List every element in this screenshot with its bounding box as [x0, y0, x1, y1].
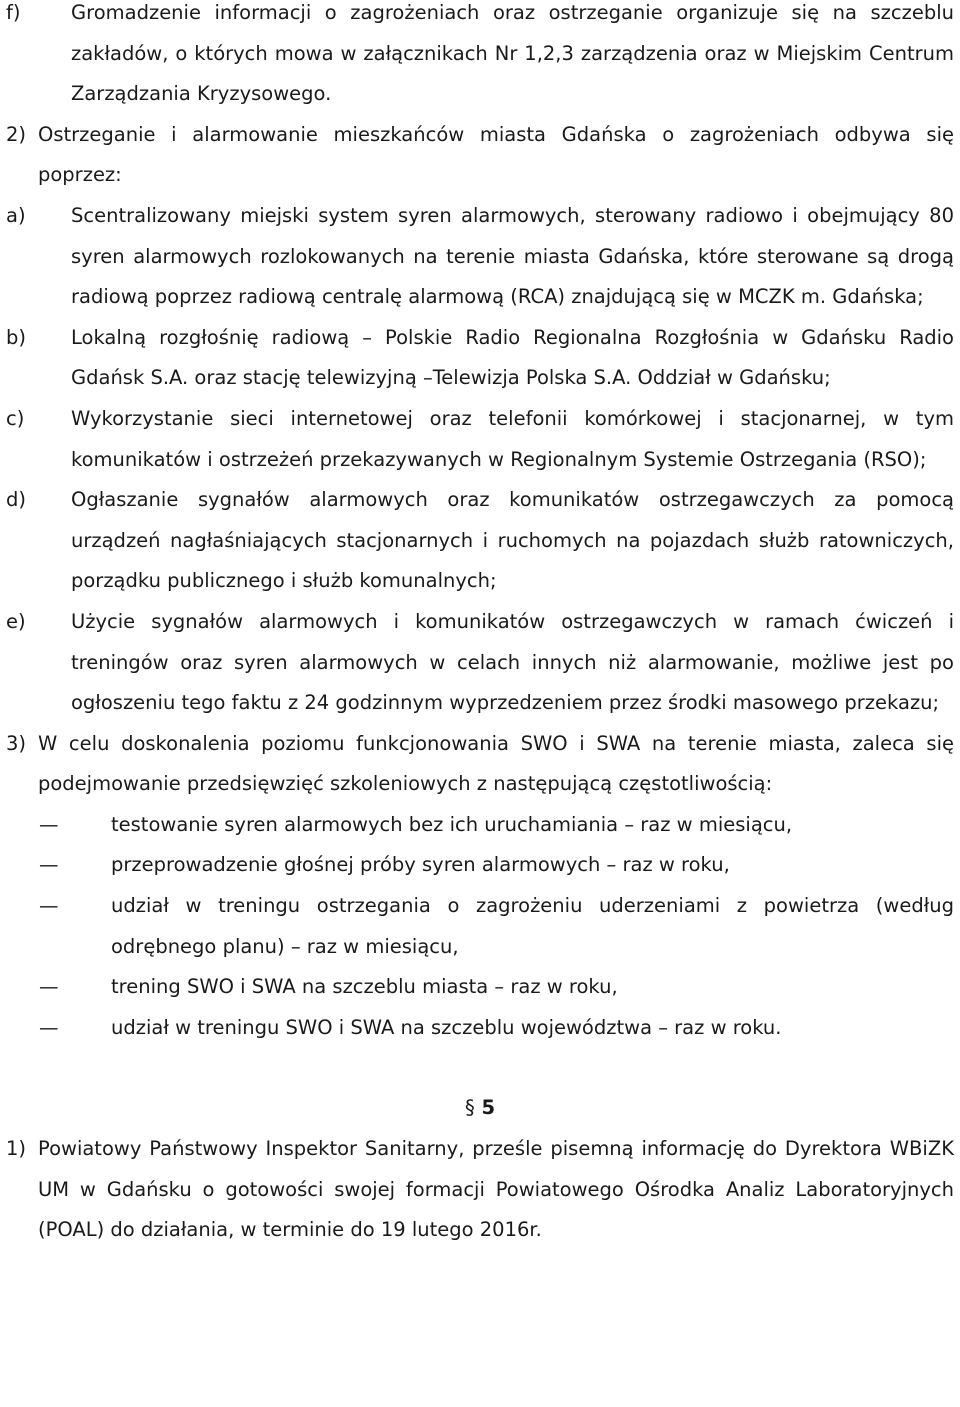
dash-marker: —	[39, 1015, 59, 1039]
item-label: 2)	[6, 122, 27, 146]
bullet-item	[39, 967, 954, 1008]
bullet-text: trening SWO i SWA na szczeblu miasta – raz w roku,	[111, 975, 618, 999]
section-number: 5	[481, 1096, 496, 1120]
subitem-e	[6, 602, 954, 724]
paragraph-5-1	[6, 1129, 954, 1251]
section-heading	[6, 1088, 954, 1129]
bullet-text: przeprowadzenie głośnej próby syren alarmowych – raz w roku,	[111, 853, 730, 877]
paragraph-f	[6, 0, 954, 115]
dash-marker: —	[39, 853, 59, 877]
section-symbol: §	[464, 1096, 475, 1120]
dash-marker: —	[39, 894, 59, 918]
paragraph-2	[6, 115, 954, 196]
subitem-text: Lokalną rozgłośnię radiową – Polskie Radio Regionalna Rozgłośnia w Gdańsku Radio Gdańsk S.A. oraz stację telewizyjną –Telewizja Polska S.A. Oddział w Gdańsku;	[71, 325, 954, 390]
item-text: Ostrzeganie i alarmowanie mieszkańców miasta Gdańska o zagrożeniach odbywa się poprzez:	[38, 122, 954, 187]
subitem-label: c)	[6, 406, 25, 430]
dash-marker: —	[39, 812, 59, 836]
bullet-item	[39, 886, 954, 967]
item-text: Gromadzenie informacji o zagrożeniach oraz ostrzeganie organizuje się na szczeblu zakładów, o których mowa w załącznikach Nr 1,2,3 zarządzenia oraz w Miejskim Centrum Zarządzania Kryzysowego.	[71, 1, 954, 106]
subitem-d	[6, 480, 954, 602]
item-text: W celu doskonalenia poziomu funkcjonowania SWO i SWA na terenie miasta, zaleca się podejmowanie przedsięwzięć szkoleniowych z następującą częstotliwością:	[38, 731, 954, 796]
subitem-label: a)	[6, 203, 26, 227]
item-text: Powiatowy Państwowy Inspektor Sanitarny, prześle pisemną informację do Dyrektora WBiZK UM w Gdańsku o gotowości swojej formacji Powiatowego Ośrodka Analiz Laboratoryjnych (POAL) do działania, w terminie do 19 lutego 2016r.	[38, 1137, 954, 1242]
bullet-item	[39, 1008, 954, 1049]
subitem-label: d)	[6, 488, 26, 512]
subitem-b	[6, 318, 954, 399]
subitem-text: Scentralizowany miejski system syren alarmowych, sterowany radiowo i obejmujący 80 syren alarmowych rozlokowanych na terenie miasta Gdańska, które sterowane są drogą radiową poprzez radiową centralę alarmową (RCA) znajdującą się w MCZK m. Gdańska;	[71, 203, 954, 309]
paragraph-3	[6, 724, 954, 805]
subitem-label: e)	[6, 609, 26, 633]
bullet-item	[39, 805, 954, 846]
bullet-item	[39, 845, 954, 886]
subitem-label: b)	[6, 325, 26, 349]
bullet-text: testowanie syren alarmowych bez ich uruchamiania – raz w miesiącu,	[111, 812, 793, 836]
bullet-text: udział w treningu SWO i SWA na szczeblu województwa – raz w roku.	[111, 1015, 782, 1039]
subitem-a	[6, 196, 954, 318]
subitem-text: Ogłaszanie sygnałów alarmowych oraz komunikatów ostrzegawczych za pomocą urządzeń nagłaśniających stacjonarnych i ruchomych na pojazdach służb ratowniczych, porządku publicznego i służb komunalnych;	[71, 488, 954, 593]
subitem-text: Wykorzystanie sieci internetowej oraz telefonii komórkowej i stacjonarnej, w tym komunikatów i ostrzeżeń przekazywanych w Regionalnym Systemie Ostrzegania (RSO);	[71, 406, 954, 471]
subitem-text: Użycie sygnałów alarmowych i komunikatów ostrzegawczych w ramach ćwiczeń i treningów oraz syren alarmowych w celach innych niż alarmowanie, możliwe jest po ogłoszeniu tego faktu z 24 godzinnym wyprzedzeniem przez środki masowego przekazu;	[71, 609, 954, 715]
dash-marker: —	[39, 975, 59, 999]
item-label: 3)	[6, 731, 27, 755]
bullet-text: udział w treningu ostrzegania o zagrożeniu uderzeniami z powietrza (według odrębnego planu) – raz w miesiącu,	[111, 894, 954, 958]
item-label: 1)	[6, 1137, 27, 1161]
subitem-c	[6, 399, 954, 480]
item-label: f)	[6, 1, 21, 24]
